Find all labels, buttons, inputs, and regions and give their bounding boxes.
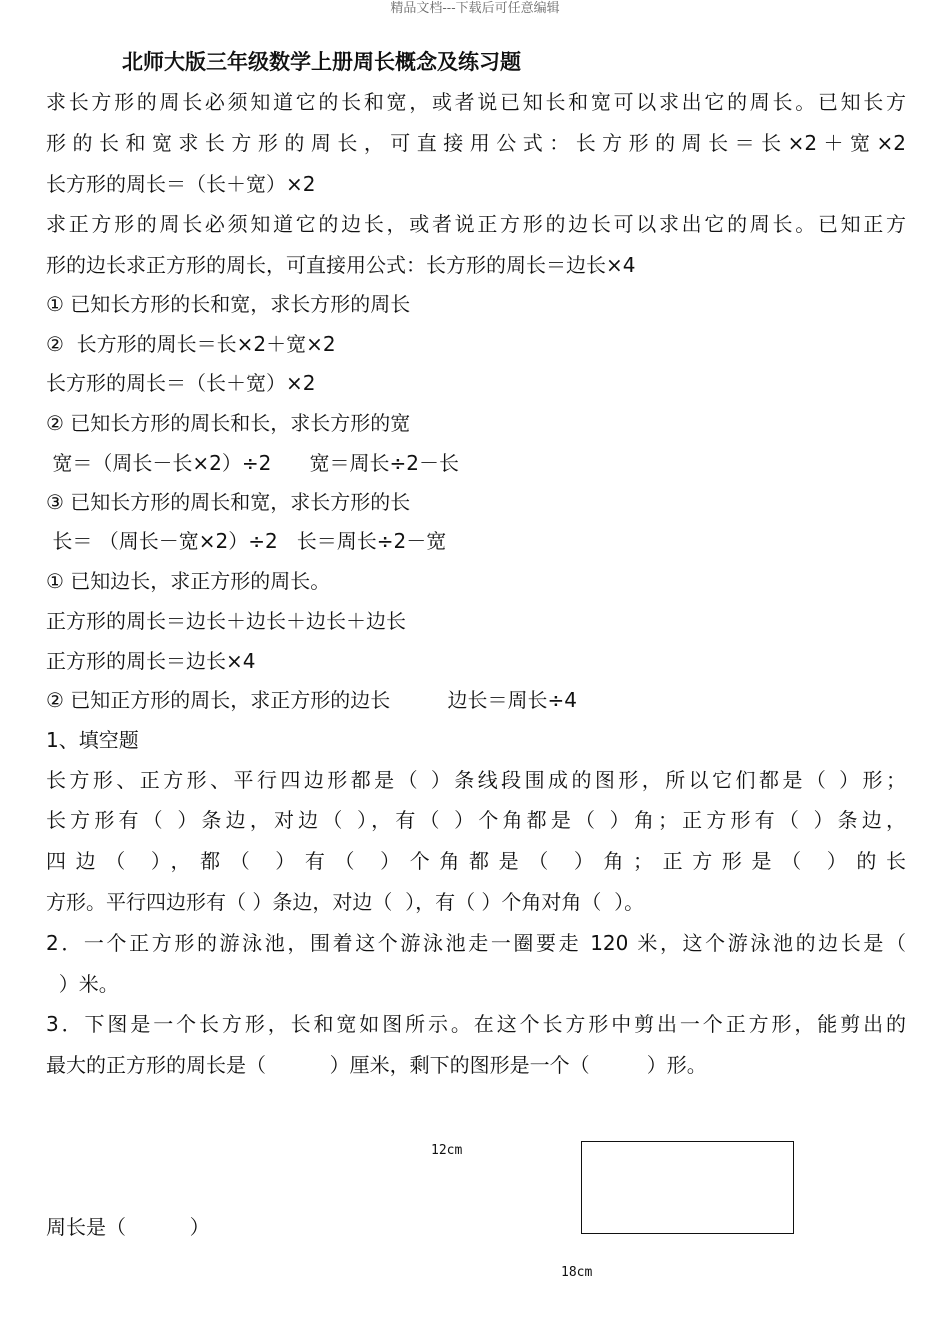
question-3-line-2: 最大的正方形的周长是（ ）厘米，剩下的图形是一个（ ）形。 [46,1053,707,1077]
question-2-line-1: 2．一个正方形的游泳池，围着这个游泳池走一圈要走 120 米，这个游泳池的边长是（ [46,931,906,955]
text-line-18: 长方形、正方形、平行四边形都是（ ）条线段围成的图形，所以它们都是（ ）形； [46,768,906,792]
question-3-line-1: 3．下图是一个长方形，长和宽如图所示。在这个长方形中剪出一个正方形，能剪出的 [46,1012,906,1036]
question-2-line-2: ）米。 [46,972,119,996]
text-line-6: ① 已知长方形的长和宽，求长方形的周长 [46,292,411,316]
perimeter-prompt: 周长是（ ） [46,1215,210,1239]
text-line-13: ① 已知边长，求正方形的周长。 [46,569,331,593]
text-line-19: 长方形有（ ）条边，对边（ ），有（ ）个角都是（ ）角；正方形有（ ）条边， [46,808,906,832]
text-line-15: 正方形的周长＝边长×4 [46,649,256,673]
section-heading-fill-in: 1、填空题 [46,728,139,752]
text-line-8: 长方形的周长＝（长＋宽）×2 [46,371,316,395]
page-title: 北师大版三年级数学上册周长概念及练习题 [122,50,521,74]
width-label: 12cm [431,1143,463,1158]
text-line-2: 形的长和宽求长方形的周长，可直接用公式：长方形的周长＝长×2＋宽×2 [46,131,906,155]
text-line-20: 四边（ ），都（ ）有（ ）个角都是（ ）角；正方形是（ ）的长 [46,849,906,873]
text-line-5: 形的边长求正方形的周长，可直接用公式：长方形的周长＝边长×4 [46,253,636,277]
text-line-16: ② 已知正方形的周长，求正方形的边长 边长＝周长÷4 [46,688,577,712]
page-header-note: 精品文档---下载后可任意编辑 [390,1,560,16]
length-label: 18cm [561,1265,593,1280]
text-line-4: 求正方形的周长必须知道它的边长，或者说正方形的边长可以求出它的周长。已知正方 [46,212,906,236]
text-line-7: ② 长方形的周长＝长×2＋宽×2 [46,332,336,356]
text-line-11: ③ 已知长方形的周长和宽，求长方形的长 [46,490,411,514]
rectangle-figure [581,1141,794,1234]
text-line-10: 宽＝（周长－长×2）÷2 宽＝周长÷2－长 [46,451,459,475]
text-line-1: 求长方形的周长必须知道它的长和宽，或者说已知长和宽可以求出它的周长。已知长方 [46,90,906,114]
text-line-9: ② 已知长方形的周长和长，求长方形的宽 [46,411,411,435]
text-line-12: 长＝ （周长－宽×2）÷2 长＝周长÷2－宽 [46,529,447,553]
text-line-14: 正方形的周长＝边长＋边长＋边长＋边长 [46,609,406,633]
text-line-3: 长方形的周长＝（长＋宽）×2 [46,172,316,196]
text-line-21: 方形。平行四边形有（ ）条边，对边（ ），有（ ）个角对角（ ）。 [46,890,645,914]
